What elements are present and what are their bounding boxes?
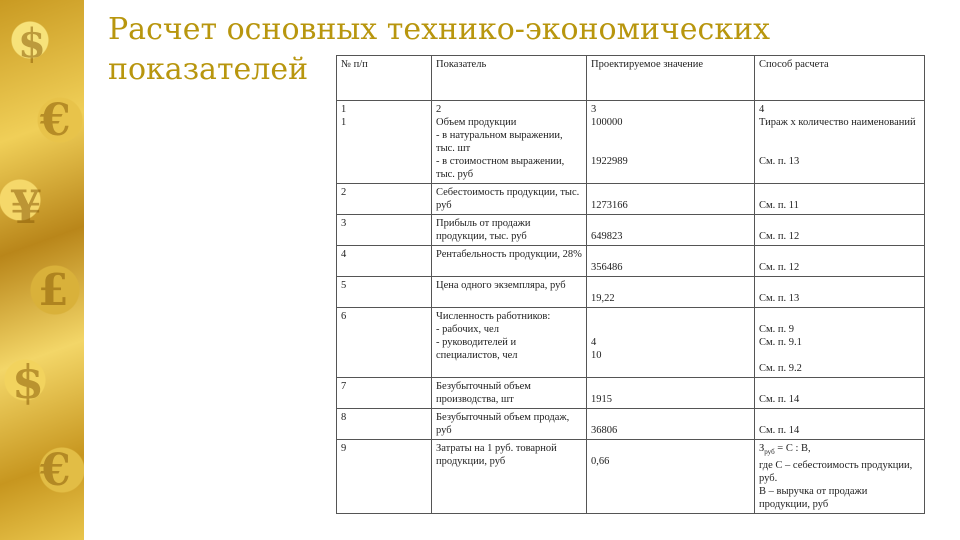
table-cell: 19,22 bbox=[587, 277, 755, 308]
table-cell: 3 bbox=[337, 215, 432, 246]
table-row bbox=[337, 308, 925, 378]
decorative-currency-strip bbox=[0, 0, 84, 540]
table-cell: 2 Объем продукции - в натуральном выражении, тыс. шт - в стоимостном выражении, тыс. руб bbox=[432, 101, 587, 184]
table-cell: См. п. 14 bbox=[755, 409, 925, 440]
table-cell: 1915 bbox=[587, 378, 755, 409]
column-header: № п/п bbox=[337, 56, 432, 101]
currency-glyph: ¥ bbox=[10, 180, 43, 234]
table-row bbox=[337, 101, 925, 184]
currency-glyph: € bbox=[40, 95, 71, 146]
table-cell: 356486 bbox=[587, 246, 755, 277]
table-cell: 7 bbox=[337, 378, 432, 409]
table-header-row bbox=[337, 56, 925, 101]
table-cell: 9 bbox=[337, 440, 432, 514]
table-row bbox=[337, 184, 925, 215]
table-cell: 0,66 bbox=[587, 440, 755, 514]
table-cell: Прибыль от продажи продукции, тыс. руб bbox=[432, 215, 587, 246]
table-row bbox=[337, 215, 925, 246]
table-cell: См. п. 14 bbox=[755, 378, 925, 409]
table-cell: 4 10 bbox=[587, 308, 755, 378]
table-cell: См. п. 11 bbox=[755, 184, 925, 215]
table-cell: 6 bbox=[337, 308, 432, 378]
table-cell: Численность работников: - рабочих, чел - руководителей и специалистов, чел bbox=[432, 308, 587, 378]
table-cell: См. п. 13 bbox=[755, 277, 925, 308]
table-cell: Затраты на 1 руб. товарной продукции, руб bbox=[432, 440, 587, 514]
currency-glyph: € bbox=[40, 445, 71, 496]
table-cell: Цена одного экземпляра, руб bbox=[432, 277, 587, 308]
currency-glyph: $ bbox=[12, 355, 45, 409]
table-cell: 36806 bbox=[587, 409, 755, 440]
table-cell: Безубыточный объем продаж, руб bbox=[432, 409, 587, 440]
table-cell: 4 Тираж х количество наименований См. п. 13 bbox=[755, 101, 925, 184]
indicators-table bbox=[336, 55, 925, 514]
table-cell: Рентабельность продукции, 28% bbox=[432, 246, 587, 277]
slide-title-line2: показателей bbox=[108, 52, 309, 87]
table-cell: 2 bbox=[337, 184, 432, 215]
table-cell: 1273166 bbox=[587, 184, 755, 215]
table-cell: Себестоимость продукции, тыс. руб bbox=[432, 184, 587, 215]
table-row bbox=[337, 409, 925, 440]
table-cell: См. п. 12 bbox=[755, 246, 925, 277]
column-header: Показатель bbox=[432, 56, 587, 101]
table-cell: 649823 bbox=[587, 215, 755, 246]
table-cell: 3 100000 1922989 bbox=[587, 101, 755, 184]
column-header: Проектируемое значение bbox=[587, 56, 755, 101]
table-cell: 4 bbox=[337, 246, 432, 277]
table-cell: $З_{руб} = С$ : В, где С – себестоимость продукции, руб. В – выручка от продажи продукции, руб bbox=[755, 440, 925, 514]
slide-title-line1: Расчет основных технико-экономических bbox=[108, 12, 770, 47]
column-header: Способ расчета bbox=[755, 56, 925, 101]
table-row bbox=[337, 277, 925, 308]
table-row bbox=[337, 378, 925, 409]
table-cell: См. п. 9 См. п. 9.1 См. п. 9.2 bbox=[755, 308, 925, 378]
table-cell: Безубыточный объем производства, шт bbox=[432, 378, 587, 409]
table-cell: 5 bbox=[337, 277, 432, 308]
table-cell: 1 1 bbox=[337, 101, 432, 184]
currency-glyph: $ bbox=[18, 20, 46, 67]
table-row bbox=[337, 440, 925, 514]
table-cell: См. п. 12 bbox=[755, 215, 925, 246]
table-cell: 8 bbox=[337, 409, 432, 440]
currency-glyph: £ bbox=[38, 265, 69, 316]
table-row bbox=[337, 246, 925, 277]
